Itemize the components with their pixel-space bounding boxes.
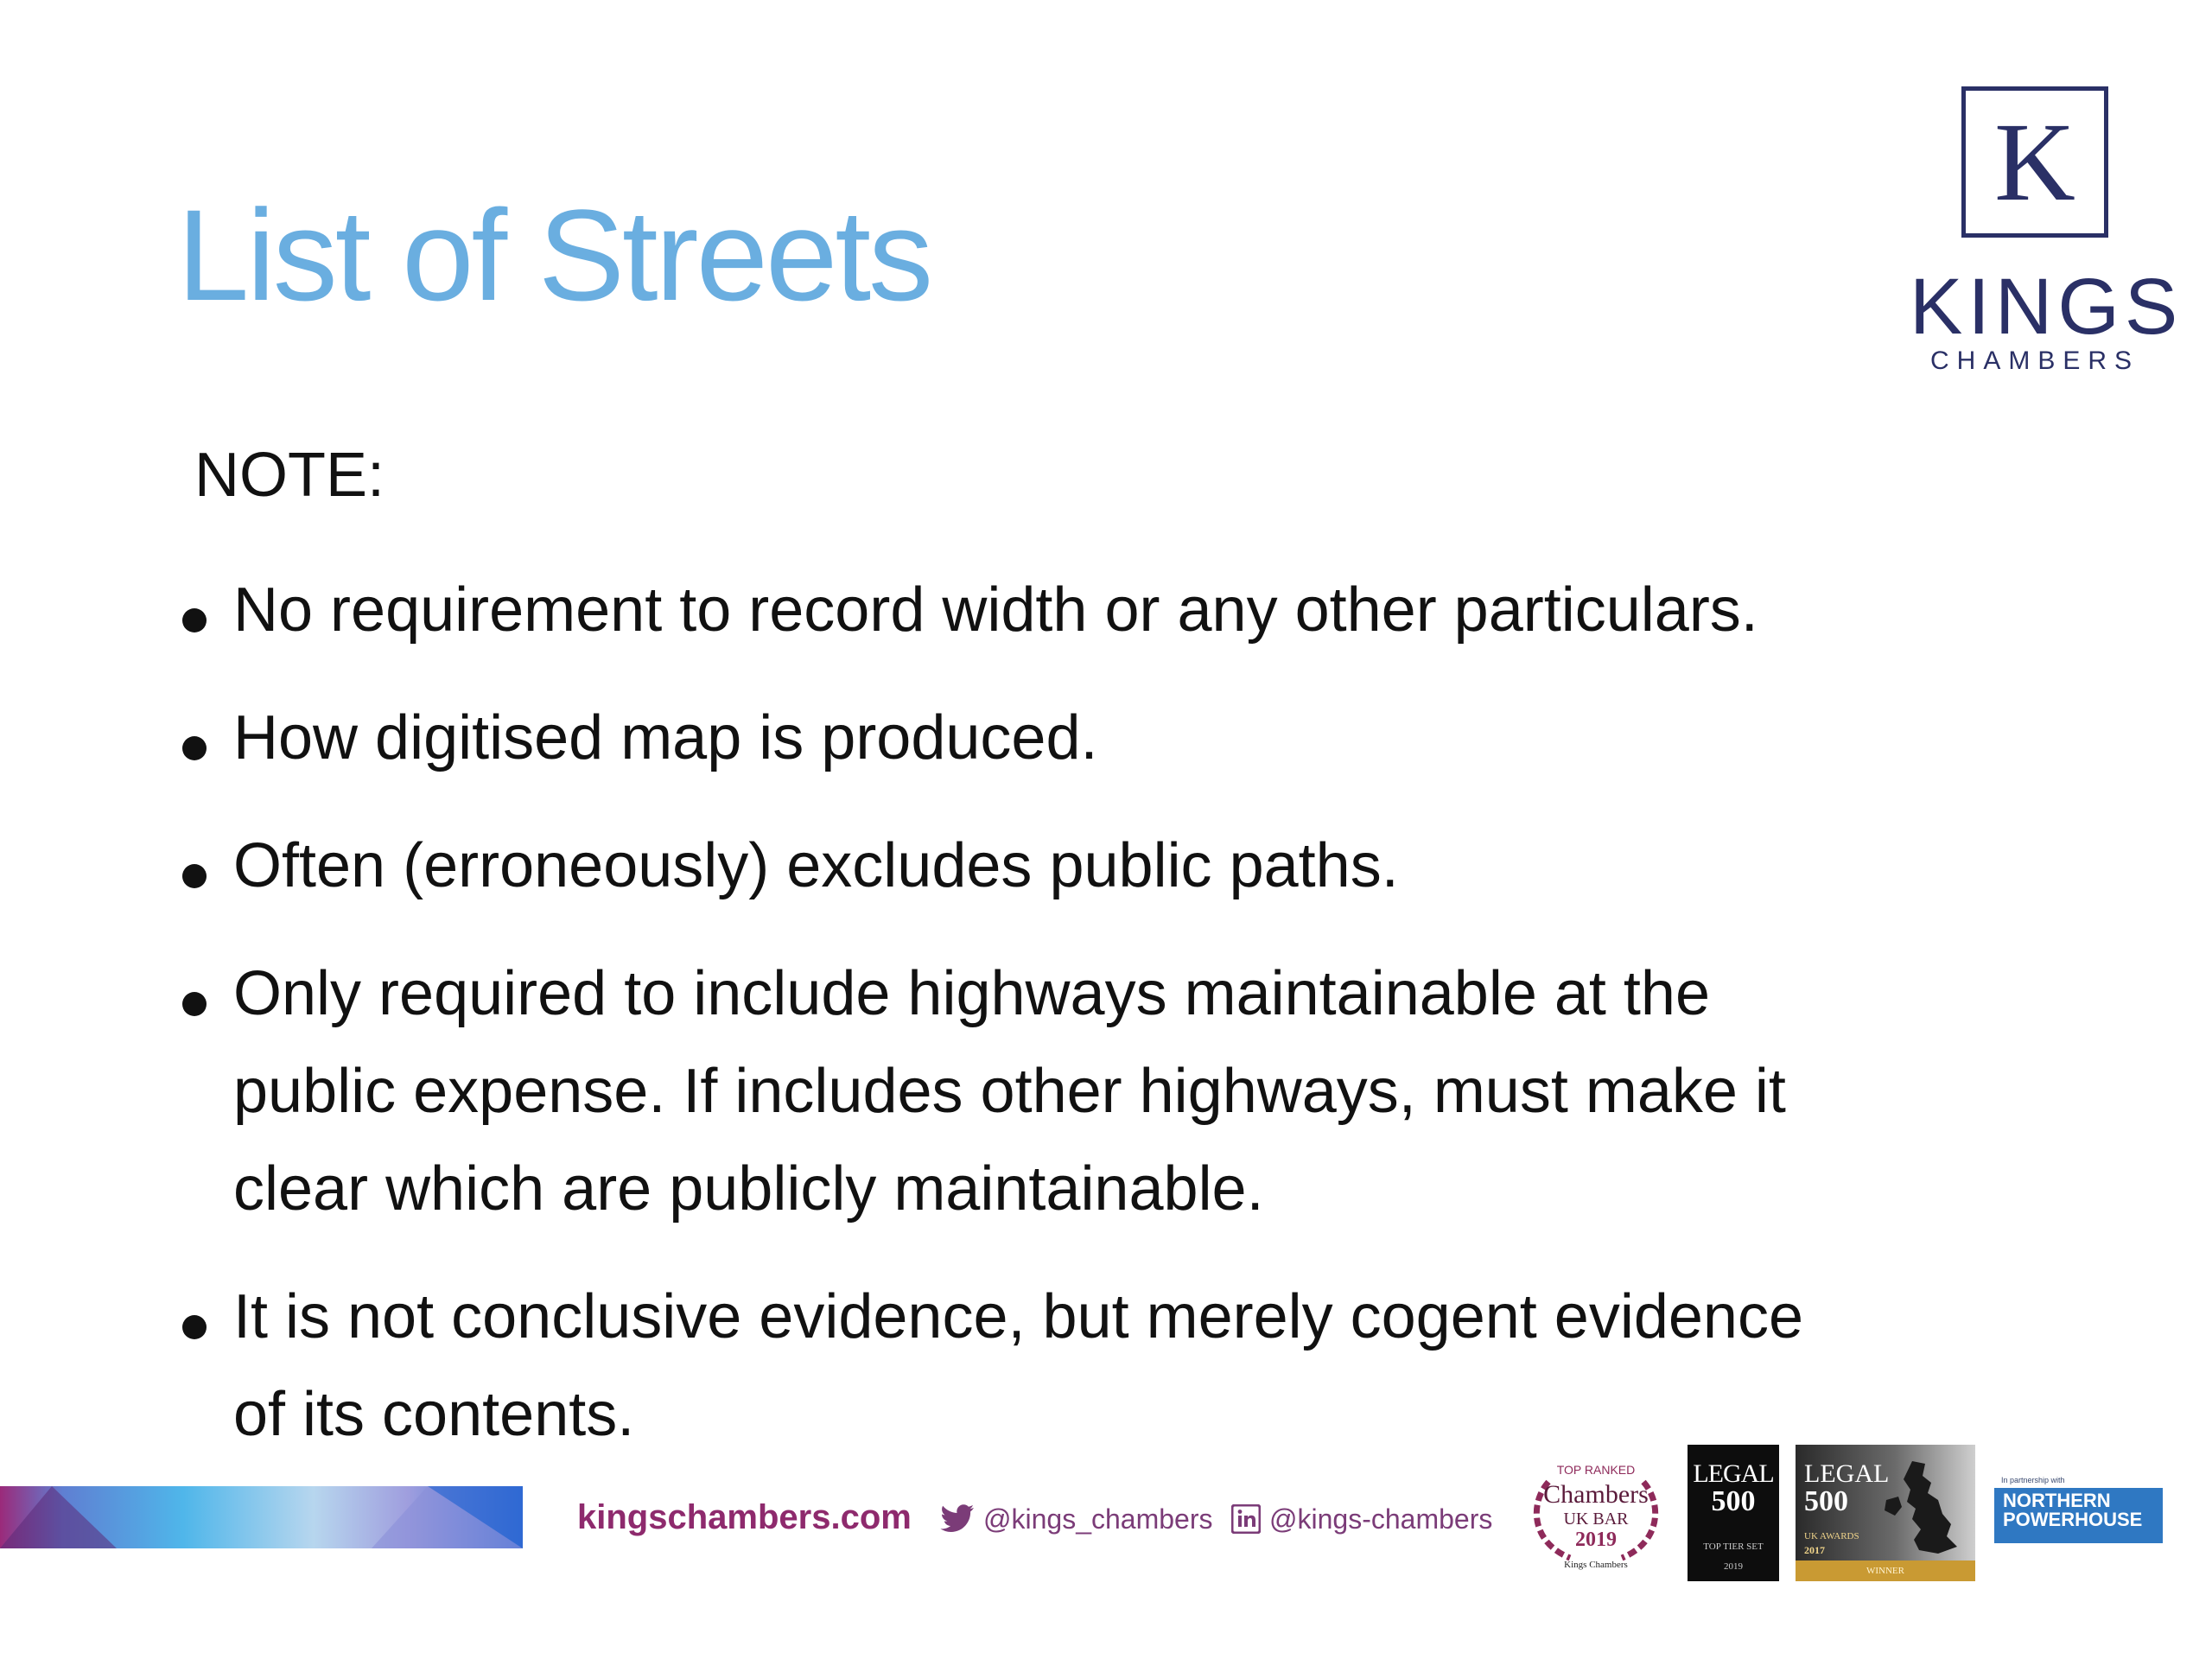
legal500b-year: 2017	[1804, 1544, 1825, 1556]
footer-twitter-link[interactable]	[940, 1498, 1212, 1540]
kings-chambers-logo	[1910, 86, 2183, 375]
legal500-top-tier-badge	[1688, 1445, 1779, 1581]
npw-partnership-text: In partnership with	[2001, 1476, 2065, 1484]
logo-subname: CHAMBERS	[1929, 346, 2140, 375]
legal500-year: 2019	[1724, 1561, 1743, 1572]
legal500b-caption: UK AWARDS	[1804, 1531, 1859, 1541]
bullet-dot-icon	[182, 608, 207, 632]
footer-website-link[interactable]: kingschambers.com	[577, 1498, 912, 1536]
bullet-text: clear which are publicly maintainable.	[233, 1154, 1264, 1224]
footer-bar-shapes	[0, 1486, 523, 1548]
chambers-name: Chambers	[1543, 1480, 1649, 1509]
bullet-item	[177, 945, 2009, 1238]
bullet-text: Only required to include highways maintainable at the	[233, 959, 1711, 1028]
bullet-dot-icon	[182, 992, 207, 1016]
bullet-text: of its contents.	[233, 1380, 635, 1449]
chambers-sub: UK BAR	[1563, 1510, 1629, 1529]
uk-map-icon	[1878, 1457, 1964, 1560]
footer-linkedin-link[interactable]	[1231, 1498, 1492, 1540]
slide-title: List of Streets	[177, 182, 931, 327]
linkedin-icon	[1231, 1504, 1261, 1534]
legal500b-band-text: WINNER	[1866, 1566, 1904, 1576]
twitter-icon	[940, 1504, 975, 1534]
bullet-list	[177, 562, 2009, 1494]
chambers-year: 2019	[1575, 1529, 1617, 1551]
note-label: NOTE:	[194, 441, 385, 510]
bullet-text: No requirement to record width or any other particulars.	[233, 575, 1758, 645]
legal500b-band	[1796, 1560, 1975, 1581]
bullet-text: It is not conclusive evidence, but merely cogent evidence	[233, 1282, 1804, 1351]
bullet-item	[177, 1268, 2009, 1464]
bullet-dot-icon	[182, 736, 207, 760]
npw-line2: POWERHOUSE	[2003, 1509, 2143, 1530]
chambers-firm: Kings Chambers	[1564, 1560, 1628, 1570]
logo-letter: K	[1961, 86, 2108, 238]
bullet-item	[177, 690, 2009, 787]
legal500-uk-awards-badge	[1796, 1445, 1975, 1581]
legal500-line2: 500	[1711, 1485, 1756, 1517]
northern-powerhouse-badge	[1994, 1476, 2163, 1545]
chambers-top-ranked: TOP RANKED	[1556, 1463, 1636, 1477]
legal500-line1: LEGAL	[1693, 1459, 1774, 1488]
legal500b-line1: LEGAL	[1804, 1459, 1890, 1488]
npw-line1: NORTHERN	[2003, 1490, 2111, 1511]
footer-gradient-bar	[0, 1486, 523, 1548]
bullet-dot-icon	[182, 864, 207, 888]
bullet-dot-icon	[182, 1315, 207, 1339]
logo-name: KINGS	[1910, 263, 2183, 351]
bullet-item	[177, 817, 2009, 915]
twitter-handle: @kings_chambers	[983, 1503, 1213, 1535]
legal500-caption: TOP TIER SET	[1703, 1541, 1764, 1552]
legal500b-line2: 500	[1804, 1485, 1848, 1517]
chambers-award-badge	[1522, 1456, 1669, 1581]
bullet-item	[177, 562, 2009, 659]
linkedin-handle: @kings-chambers	[1269, 1503, 1493, 1535]
bullet-text: Often (erroneously) excludes public paths.	[233, 831, 1399, 900]
bullet-text: public expense. If includes other highways, must make it	[233, 1057, 1786, 1126]
bullet-text: How digitised map is produced.	[233, 703, 1098, 772]
